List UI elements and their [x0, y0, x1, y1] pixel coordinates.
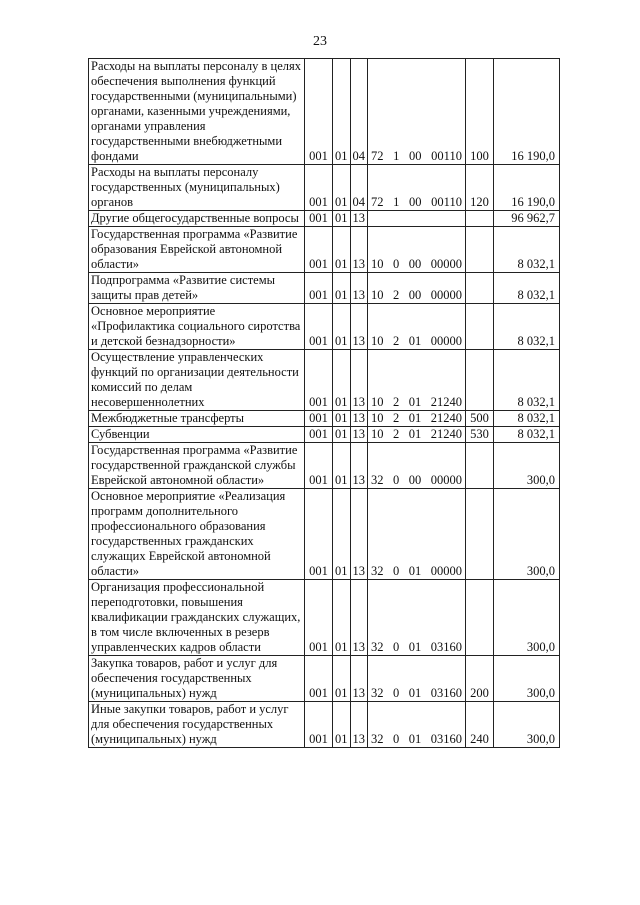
target-article-cell [368, 59, 466, 165]
ved-code-cell: 001 [305, 411, 333, 427]
table-row [89, 165, 560, 211]
target-article-program: 10 [371, 427, 384, 441]
target-article-cell [368, 165, 466, 211]
target-article-cell [368, 489, 466, 580]
ved-code-cell: 001 [305, 165, 333, 211]
target-article-sub: 0 [393, 564, 400, 578]
subsection-code-cell: 13 [350, 427, 368, 443]
expense-type-cell: 240 [466, 702, 494, 748]
ved-code-cell: 001 [305, 656, 333, 702]
target-article-program: 10 [371, 288, 384, 302]
target-article-direction: 00110 [431, 149, 462, 163]
target-article-event: 01 [408, 334, 422, 348]
row-name-cell: Основное мероприятие «Реализация программ дополнительного профессионального образования государственных гражданских служащих Еврейской автономной области» [89, 489, 305, 580]
target-article-program: 72 [371, 149, 384, 163]
sum-cell: 300,0 [494, 580, 560, 656]
row-name-cell: Осуществление управленческих функций по организации деятельности комиссий по делам несовершеннолетних [89, 350, 305, 411]
subsection-code-cell: 13 [350, 702, 368, 748]
target-article-cell [368, 443, 466, 489]
target-article-sub: 0 [393, 640, 400, 654]
target-article-program: 10 [371, 257, 384, 271]
table-row [89, 702, 560, 748]
sum-cell: 8 032,1 [494, 227, 560, 273]
section-code-cell: 01 [333, 165, 351, 211]
target-article-direction: 21240 [430, 411, 462, 425]
section-code-cell: 01 [333, 427, 351, 443]
target-article-cell [368, 411, 466, 427]
target-article-cell [368, 350, 466, 411]
target-article-event: 00 [409, 149, 422, 163]
table-row [89, 59, 560, 165]
expense-type-cell [466, 273, 494, 304]
row-name-cell: Организация профессиональной переподготовки, повышения квалификации гражданских служащих, в том числе включенных в резерв управленческих кадров области [89, 580, 305, 656]
target-article-direction: 00000 [430, 334, 462, 348]
row-name-cell: Иные закупки товаров, работ и услуг для обеспечения государственных (муниципальных) нужд [89, 702, 305, 748]
target-article-sub: 1 [393, 195, 400, 209]
target-article-cell [368, 427, 466, 443]
section-code-cell: 01 [333, 211, 351, 227]
target-article-sub: 2 [393, 395, 400, 409]
subsection-code-cell: 13 [350, 273, 368, 304]
target-article-cell [368, 656, 466, 702]
target-article-program: 32 [371, 473, 384, 487]
expense-type-cell [466, 350, 494, 411]
ved-code-cell: 001 [305, 211, 333, 227]
target-article-event: 01 [408, 732, 422, 746]
target-article-event: 00 [408, 257, 422, 271]
target-article-sub: 2 [393, 411, 400, 425]
row-name-cell: Государственная программа «Развитие образования Еврейской автономной области» [89, 227, 305, 273]
sum-cell: 8 032,1 [494, 304, 560, 350]
target-article-event: 01 [408, 640, 422, 654]
ved-code-cell: 001 [305, 350, 333, 411]
table-row [89, 656, 560, 702]
target-article-direction: 00000 [430, 257, 462, 271]
ved-code-cell: 001 [305, 59, 333, 165]
target-article-event: 01 [408, 395, 422, 409]
target-article-program: 72 [371, 195, 384, 209]
table-row [89, 489, 560, 580]
section-code-cell: 01 [333, 489, 351, 580]
row-name-cell: Другие общегосударственные вопросы [89, 211, 305, 227]
target-article-direction: 03160 [430, 732, 462, 746]
row-name-cell: Межбюджетные трансферты [89, 411, 305, 427]
target-article-direction: 21240 [430, 395, 462, 409]
expense-type-cell [466, 227, 494, 273]
sum-cell: 300,0 [494, 656, 560, 702]
expense-type-cell: 200 [466, 656, 494, 702]
section-code-cell: 01 [333, 227, 351, 273]
target-article-direction: 00000 [430, 288, 462, 302]
target-article-event: 01 [408, 564, 422, 578]
target-article-event: 01 [408, 427, 422, 441]
target-article-cell [368, 273, 466, 304]
target-article-sub: 2 [393, 427, 400, 441]
sum-cell: 300,0 [494, 489, 560, 580]
target-article-sub: 0 [393, 473, 400, 487]
target-article-event: 00 [408, 288, 422, 302]
target-article-cell [368, 211, 466, 227]
ved-code-cell: 001 [305, 580, 333, 656]
target-article-program: 10 [371, 411, 384, 425]
target-article-direction: 03160 [430, 640, 462, 654]
section-code-cell: 01 [333, 656, 351, 702]
target-article-program: 32 [371, 564, 384, 578]
target-article-cell [368, 702, 466, 748]
sum-cell: 300,0 [494, 443, 560, 489]
table-row [89, 427, 560, 443]
target-article-sub: 2 [393, 288, 400, 302]
table-row [89, 411, 560, 427]
sum-cell: 16 190,0 [494, 165, 560, 211]
subsection-code-cell: 04 [350, 59, 368, 165]
ved-code-cell: 001 [305, 273, 333, 304]
ved-code-cell: 001 [305, 304, 333, 350]
sum-cell: 8 032,1 [494, 411, 560, 427]
section-code-cell: 01 [333, 273, 351, 304]
table-row [89, 273, 560, 304]
expense-type-cell [466, 580, 494, 656]
target-article-event: 01 [408, 686, 422, 700]
target-article-sub: 2 [393, 334, 400, 348]
target-article-event: 00 [409, 195, 422, 209]
subsection-code-cell: 13 [350, 304, 368, 350]
target-article-direction: 00110 [431, 195, 462, 209]
expense-type-cell [466, 304, 494, 350]
ved-code-cell: 001 [305, 443, 333, 489]
expense-type-cell [466, 489, 494, 580]
target-article-sub: 0 [393, 732, 400, 746]
row-name-cell: Закупка товаров, работ и услуг для обеспечения государственных (муниципальных) нужд [89, 656, 305, 702]
target-article-program: 32 [371, 686, 384, 700]
table-row [89, 227, 560, 273]
subsection-code-cell: 13 [350, 443, 368, 489]
target-article-direction: 21240 [430, 427, 462, 441]
target-article-cell [368, 304, 466, 350]
subsection-code-cell: 13 [350, 227, 368, 273]
target-article-sub: 1 [393, 149, 400, 163]
subsection-code-cell: 13 [350, 411, 368, 427]
target-article-sub: 0 [393, 686, 400, 700]
expense-type-cell: 530 [466, 427, 494, 443]
target-article-sub: 0 [393, 257, 400, 271]
expense-type-cell: 120 [466, 165, 494, 211]
budget-table-body [89, 59, 560, 748]
row-name-cell: Субвенции [89, 427, 305, 443]
target-article-event: 00 [408, 473, 422, 487]
table-row [89, 350, 560, 411]
ved-code-cell: 001 [305, 427, 333, 443]
expense-type-cell: 100 [466, 59, 494, 165]
page-number: 23 [313, 34, 327, 49]
target-article-cell [368, 580, 466, 656]
section-code-cell: 01 [333, 350, 351, 411]
row-name-cell: Государственная программа «Развитие государственной гражданской службы Еврейской автономной области» [89, 443, 305, 489]
subsection-code-cell: 13 [350, 350, 368, 411]
row-name-cell: Расходы на выплаты персоналу государственных (муниципальных) органов [89, 165, 305, 211]
expense-type-cell [466, 443, 494, 489]
table-row [89, 304, 560, 350]
target-article-cell [368, 227, 466, 273]
ved-code-cell: 001 [305, 489, 333, 580]
target-article-program: 10 [371, 395, 384, 409]
subsection-code-cell: 13 [350, 656, 368, 702]
budget-table [88, 58, 560, 748]
ved-code-cell: 001 [305, 227, 333, 273]
table-row [89, 211, 560, 227]
ved-code-cell: 001 [305, 702, 333, 748]
target-article-program: 32 [371, 732, 384, 746]
target-article-program: 10 [371, 334, 384, 348]
section-code-cell: 01 [333, 702, 351, 748]
sum-cell: 300,0 [494, 702, 560, 748]
target-article-event: 01 [408, 411, 422, 425]
target-article-direction: 03160 [430, 686, 462, 700]
section-code-cell: 01 [333, 580, 351, 656]
subsection-code-cell: 04 [350, 165, 368, 211]
sum-cell: 16 190,0 [494, 59, 560, 165]
table-row [89, 580, 560, 656]
subsection-code-cell: 13 [350, 211, 368, 227]
target-article-direction: 00000 [430, 564, 462, 578]
section-code-cell: 01 [333, 411, 351, 427]
row-name-cell: Расходы на выплаты персоналу в целях обеспечения выполнения функций государственными (муниципальными) органами, казенными учреждениями, органами управления государственными внебюджетными фондами [89, 59, 305, 165]
sum-cell: 96 962,7 [494, 211, 560, 227]
expense-type-cell [466, 211, 494, 227]
subsection-code-cell: 13 [350, 489, 368, 580]
target-article-program: 32 [371, 640, 384, 654]
subsection-code-cell: 13 [350, 580, 368, 656]
section-code-cell: 01 [333, 59, 351, 165]
table-row [89, 443, 560, 489]
row-name-cell: Основное мероприятие «Профилактика социального сиротства и детской безнадзорности» [89, 304, 305, 350]
section-code-cell: 01 [333, 443, 351, 489]
sum-cell: 8 032,1 [494, 350, 560, 411]
sum-cell: 8 032,1 [494, 427, 560, 443]
section-code-cell: 01 [333, 304, 351, 350]
row-name-cell: Подпрограмма «Развитие системы защиты прав детей» [89, 273, 305, 304]
sum-cell: 8 032,1 [494, 273, 560, 304]
expense-type-cell: 500 [466, 411, 494, 427]
target-article-direction: 00000 [430, 473, 462, 487]
